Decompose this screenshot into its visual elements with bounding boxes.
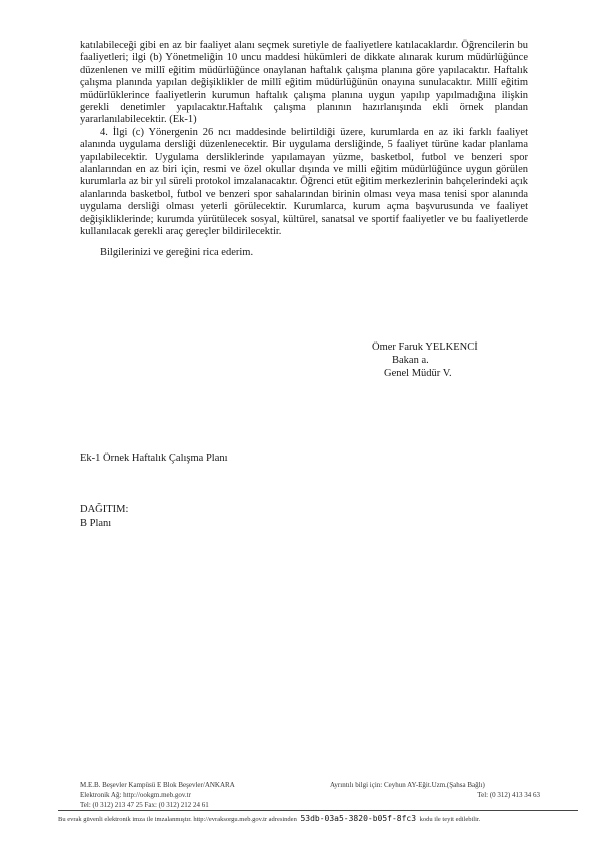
footer-contact-tel: Tel: (0 312) 413 34 63: [477, 791, 540, 799]
verification-suffix: kodu ile teyit edilebilir.: [419, 816, 481, 823]
footer-web-link[interactable]: Elektronik Ağ: http://ookgm.meb.gov.tr: [80, 791, 191, 799]
footer-contact-block: [330, 780, 540, 800]
verification-code: 53db-03a5-3820-b05f-8fc3: [300, 814, 417, 823]
annex-line: Ek-1 Örnek Haftalık Çalışma Planı: [80, 453, 228, 464]
document-body: [80, 40, 528, 259]
footer-address-block: [80, 780, 235, 810]
signature-block: [372, 341, 478, 380]
footer-phone-fax: Tel: (0 312) 213 47 25 Fax: (0 312) 212 24 61: [80, 801, 209, 809]
body-paragraph-1: katılabileceği gibi en az bir faaliyet alanı seçmek suretiyle de faaliyetlere katılacaklardır. Öğrencilerin bu faaliyetleri; ilgi (b) Yönetmeliğin 10 uncu maddesi hükümleri de dikkate alınarak kurum müdürlüğünce düzenlenen ve millî eğitim müdürlüğünce onaylanan haftalık çalışma planına göre yapılacaktır. Haftalık çalışma planında yapılan değişiklikler de millî eğitim müdürlüğünün onayına sunulacaktır. Millî eğitim müdürlüklerince faaliyetlerin kurumun haftalık çalışma planına uygun yapılıp yapılmadığına ilişkin gerekli denetimler yapılacaktır.Haftalık çalışma planının hazırlanışında ekli örnek plandan yararlanılabilecektir. (Ek-1): [80, 40, 528, 126]
distribution-block: [80, 503, 128, 531]
verification-prefix: Bu evrak güvenli elektronik imza ile imzalanmıştır. http://evraksorgu.meb.gov.tr adresinden: [58, 816, 297, 823]
signatory-proxy: Bakan a.: [392, 355, 429, 366]
signatory-title: Genel Müdür V.: [384, 368, 452, 379]
verification-line: [58, 814, 578, 823]
footer-contact: Ayrıntılı bilgi için: Ceyhun AY-Eğit.Uzm.(Şahsa Bağlı): [330, 781, 485, 789]
footer-address: M.E.B. Beşevler Kampüsü E Blok Beşevler/ANKARA: [80, 781, 235, 789]
closing-sentence: Bilgilerinizi ve gereğini rica ederim.: [100, 246, 254, 258]
footer-divider: [58, 810, 578, 811]
distribution-item: B Planı: [80, 518, 112, 529]
distribution-label: DAĞITIM:: [80, 504, 129, 515]
signatory-name: Ömer Faruk YELKENCİ: [372, 342, 478, 353]
body-paragraph-2: 4. İlgi (c) Yönergenin 26 ncı maddesinde belirtildiği üzere, kurumlarda en az iki farklı faaliyet alanında uygulama dersliği düzenlenecektir. Bir uygulama dersliğinde, 5 faaliyet türüne kadar planlama yapılabilecektir. Uygulama dersliklerinde yapılamayan yüzme, basketbol, futbol ve benzeri spor alanlarından en az biri için, resmi ve özel okullar dışında ve milli eğitim müdürlüğünce uygun görülen kurumlarla az bir yıl süreli protokol imzalanacaktır. Öğrenci etüt eğitim merkezlerinin bahçelerindeki açık alanlarında basketbol, futbol ve benzeri spor sahalarından birinin olması veya masa tenisi spor alanında uygulama dersliği olması yeterli görülecektir. Kurumlarca, kurum açma başvurusunda ve faaliyet değişikliklerinde; kurumda yürütülecek sosyal, kültürel, sanatsal ve sportif faaliyetler ve bu faaliyetlerde kullanılacak gerekli araç gereçler bildirilecektir.: [80, 126, 528, 238]
